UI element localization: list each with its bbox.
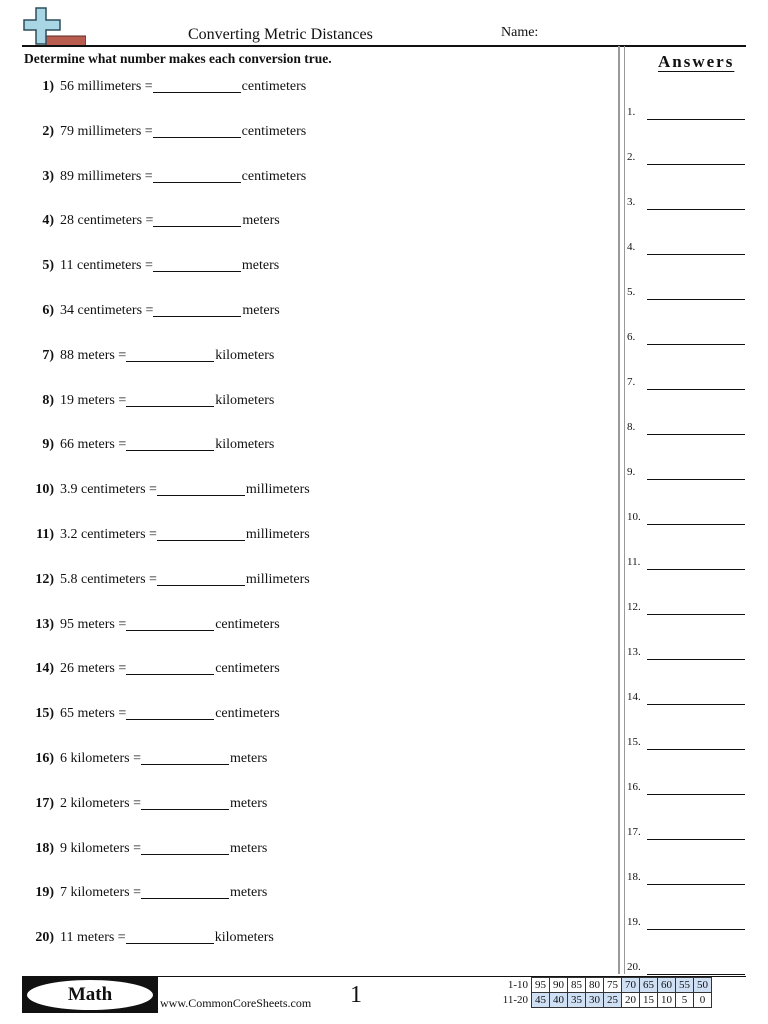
- score-cell: 55: [676, 978, 694, 993]
- score-cell: 30: [586, 993, 604, 1008]
- answer-line[interactable]: [647, 929, 745, 930]
- answer-row: [627, 781, 747, 797]
- problem-unit: meters: [241, 258, 280, 274]
- problem-row: [24, 478, 310, 498]
- answer-row: [627, 196, 747, 212]
- problem-row: [24, 75, 306, 95]
- problem-number: 11 ): [24, 527, 54, 543]
- problem-unit: millimeters: [245, 571, 310, 587]
- answer-blank[interactable]: [153, 123, 241, 138]
- answer-number: 5.: [627, 286, 636, 298]
- problem-text: 88 meters =: [60, 347, 127, 363]
- score-row: [498, 978, 712, 993]
- problem-row: [24, 120, 306, 140]
- problem-number: 15 ): [24, 706, 54, 722]
- score-cell: 5: [676, 993, 694, 1008]
- problem-unit: centimeters: [215, 706, 280, 722]
- problem-unit: meters: [242, 303, 280, 318]
- score-cell: 60: [658, 978, 676, 993]
- answer-number: 1.: [627, 106, 636, 118]
- score-row: [498, 993, 712, 1008]
- answer-number: 7.: [627, 376, 636, 388]
- problem-unit: kilometers: [215, 347, 275, 363]
- header-rule: [22, 45, 746, 47]
- score-cell: 90: [550, 978, 568, 993]
- logo-plus-icon: [22, 6, 86, 48]
- problem-row: [24, 657, 280, 677]
- problem-row: [24, 792, 267, 812]
- column-divider: [618, 46, 625, 974]
- problem-number: 14 ): [24, 661, 54, 677]
- problem-unit: meters: [230, 751, 268, 766]
- answer-number: 10.: [627, 511, 641, 523]
- score-cell: 65: [640, 978, 658, 993]
- answer-row: [627, 961, 747, 977]
- answer-blank[interactable]: [141, 884, 229, 899]
- answer-number: 9.: [627, 466, 636, 478]
- problem-unit: meters: [230, 885, 268, 901]
- answer-row: [627, 691, 747, 707]
- problem-number: 12 ): [24, 572, 54, 588]
- problem-row: [24, 881, 267, 901]
- answer-blank[interactable]: [126, 347, 214, 362]
- answer-blank[interactable]: [157, 481, 245, 496]
- answer-row: [627, 421, 747, 437]
- answer-line[interactable]: [647, 344, 745, 345]
- score-cell: 20: [622, 993, 640, 1008]
- score-cell: 75: [604, 978, 622, 993]
- score-cell: 95: [532, 978, 550, 993]
- answer-line[interactable]: [647, 974, 745, 975]
- answer-row: [627, 511, 747, 527]
- problem-number: 5 ): [24, 258, 54, 274]
- problem-text: 6 kilometers =: [60, 751, 141, 766]
- problem-row: [24, 209, 280, 229]
- problem-number: 8 ): [24, 393, 54, 409]
- answer-line[interactable]: [647, 884, 745, 885]
- problem-number: 13 ): [24, 617, 54, 633]
- math-badge-label: Math: [27, 980, 153, 1010]
- problem-number: 6 ): [24, 303, 54, 319]
- problem-text: 34 centimeters =: [60, 303, 154, 318]
- problem-unit: meters: [242, 213, 280, 229]
- answer-number: 20.: [627, 961, 641, 973]
- answer-number: 14.: [627, 691, 641, 703]
- problem-number: 7 ): [24, 348, 54, 364]
- score-cell: 35: [568, 993, 586, 1008]
- answer-line[interactable]: [647, 434, 745, 435]
- answer-number: 19.: [627, 916, 641, 928]
- answer-line[interactable]: [647, 659, 745, 660]
- problem-row: [24, 344, 274, 364]
- answer-blank[interactable]: [157, 526, 245, 541]
- answer-number: 13.: [627, 646, 641, 658]
- score-row-label: 11-20: [502, 994, 528, 1006]
- problem-number: 4 ): [24, 213, 54, 229]
- problem-unit: centimeters: [215, 661, 280, 677]
- problem-unit: kilometers: [215, 437, 275, 453]
- answer-blank[interactable]: [126, 705, 214, 720]
- problem-unit: kilometers: [215, 392, 275, 408]
- answer-line[interactable]: [647, 839, 745, 840]
- answer-blank[interactable]: [153, 168, 241, 183]
- answer-row: [627, 466, 747, 482]
- answer-blank[interactable]: [141, 795, 229, 810]
- answer-blank[interactable]: [153, 257, 241, 272]
- answer-number: 11.: [627, 556, 641, 568]
- problem-unit: meters: [230, 795, 268, 811]
- answer-number: 12.: [627, 601, 641, 613]
- answer-number: 8.: [627, 421, 636, 433]
- problem-text: 3.2 centimeters =: [60, 527, 157, 542]
- answer-row: [627, 556, 747, 572]
- problem-row: [24, 926, 274, 946]
- problem-text: 95 meters =: [60, 616, 127, 632]
- problem-text: 11 meters =: [60, 930, 126, 946]
- problem-row: [24, 702, 280, 722]
- page-number: 1: [350, 982, 362, 1008]
- problem-number: 9 ): [24, 437, 54, 453]
- score-cell: 15: [640, 993, 658, 1008]
- answer-number: 15.: [627, 736, 641, 748]
- score-cell: 25: [604, 993, 622, 1008]
- problem-number: 20 ): [24, 930, 54, 946]
- answer-blank[interactable]: [126, 616, 214, 631]
- answer-line[interactable]: [647, 119, 745, 120]
- problem-number: 2 ): [24, 124, 54, 140]
- answer-row: [627, 376, 747, 392]
- website-link[interactable]: www.CommonCoreSheets.com: [160, 996, 312, 1010]
- problem-text: 65 meters =: [60, 706, 127, 722]
- problem-text: 19 meters =: [60, 392, 127, 408]
- problem-text: 7 kilometers =: [60, 885, 141, 901]
- answer-row: [627, 286, 747, 302]
- problem-text: 9 kilometers =: [60, 840, 141, 856]
- answer-blank[interactable]: [153, 78, 241, 93]
- answer-number: 6.: [627, 331, 636, 343]
- problem-unit: centimeters: [241, 123, 307, 139]
- problem-text: 11 centimeters =: [60, 258, 153, 274]
- answers-title: Answers: [658, 52, 735, 71]
- problem-text: 79 millimeters =: [60, 123, 153, 139]
- answer-blank[interactable]: [141, 840, 229, 855]
- answer-blank[interactable]: [153, 302, 241, 317]
- score-cell: 45: [532, 993, 550, 1008]
- name-label: Name:: [501, 25, 539, 40]
- problem-text: 26 meters =: [60, 661, 127, 677]
- answer-line[interactable]: [647, 209, 745, 210]
- problem-number: 3 ): [24, 169, 54, 185]
- answer-number: 3.: [627, 196, 636, 208]
- score-cell: 80: [586, 978, 604, 993]
- score-cell: 50: [694, 978, 712, 993]
- score-row-label: 1-10: [507, 979, 528, 991]
- answer-blank[interactable]: [126, 929, 214, 944]
- answer-blank[interactable]: [126, 660, 214, 675]
- problem-number: 17 ): [24, 796, 54, 812]
- answer-row: [627, 916, 747, 932]
- score-cell: 40: [550, 993, 568, 1008]
- answer-row: [627, 736, 747, 752]
- answer-line[interactable]: [647, 389, 745, 390]
- answer-number: 4.: [627, 241, 636, 253]
- score-cell: 0: [694, 993, 712, 1008]
- answer-line[interactable]: [647, 524, 745, 525]
- problem-unit: meters: [230, 840, 268, 856]
- problem-text: 5.8 centimeters =: [60, 571, 157, 587]
- problem-row: [24, 299, 280, 319]
- problem-row: [24, 568, 310, 588]
- answer-blank[interactable]: [126, 436, 214, 451]
- problem-text: 28 centimeters =: [60, 213, 154, 229]
- problem-row: [24, 837, 267, 857]
- problem-number: 1 ): [24, 79, 54, 95]
- answer-line[interactable]: [647, 794, 745, 795]
- problem-row: [24, 613, 280, 633]
- answer-blank[interactable]: [157, 571, 245, 586]
- score-cell: 10: [658, 993, 676, 1008]
- answer-row: [627, 151, 747, 167]
- answer-row: [627, 646, 747, 662]
- problem-text: 89 millimeters =: [60, 168, 153, 184]
- answer-number: 2.: [627, 151, 636, 163]
- problem-row: [24, 747, 267, 767]
- score-cell: 70: [622, 978, 640, 993]
- answer-line[interactable]: [647, 704, 745, 705]
- problem-row: [24, 165, 306, 185]
- answer-line[interactable]: [647, 614, 745, 615]
- problem-row: [24, 389, 274, 409]
- problem-text: 66 meters =: [60, 437, 127, 453]
- problem-number: 18 ): [24, 841, 54, 857]
- problem-number: 16 ): [24, 751, 54, 767]
- answer-line[interactable]: [647, 749, 745, 750]
- problem-text: 56 millimeters =: [60, 79, 153, 94]
- score-table: [498, 977, 712, 1008]
- problem-text: 2 kilometers =: [60, 795, 141, 811]
- answer-line[interactable]: [647, 569, 745, 570]
- answer-row: [627, 106, 747, 122]
- answer-row: [627, 601, 747, 617]
- problem-row: [24, 254, 279, 274]
- answer-blank[interactable]: [126, 392, 214, 407]
- instructions: Determine what number makes each conversion true.: [24, 51, 332, 66]
- problem-unit: centimeters: [241, 168, 307, 184]
- answer-line[interactable]: [647, 164, 745, 165]
- answer-number: 16.: [627, 781, 641, 793]
- answer-row: [627, 871, 747, 887]
- answer-row: [627, 826, 747, 842]
- answer-blank[interactable]: [153, 212, 241, 227]
- answer-blank[interactable]: [141, 750, 229, 765]
- problem-unit: millimeters: [245, 527, 310, 542]
- problem-unit: centimeters: [241, 79, 307, 94]
- page-title: Converting Metric Distances: [188, 26, 373, 43]
- problem-unit: millimeters: [245, 482, 310, 498]
- problem-number: 19 ): [24, 885, 54, 901]
- answer-line[interactable]: [647, 254, 745, 255]
- answer-number: 17.: [627, 826, 641, 838]
- problem-unit: kilometers: [214, 930, 274, 946]
- problem-unit: centimeters: [215, 616, 280, 632]
- problem-row: [24, 433, 274, 453]
- answer-row: [627, 241, 747, 257]
- problem-text: 3.9 centimeters =: [60, 482, 157, 498]
- problem-row: [24, 523, 310, 543]
- answer-line[interactable]: [647, 479, 745, 480]
- problem-number: 10 ): [24, 482, 54, 498]
- score-cell: 85: [568, 978, 586, 993]
- answer-row: [627, 331, 747, 347]
- answer-number: 18.: [627, 871, 641, 883]
- answer-line[interactable]: [647, 299, 745, 300]
